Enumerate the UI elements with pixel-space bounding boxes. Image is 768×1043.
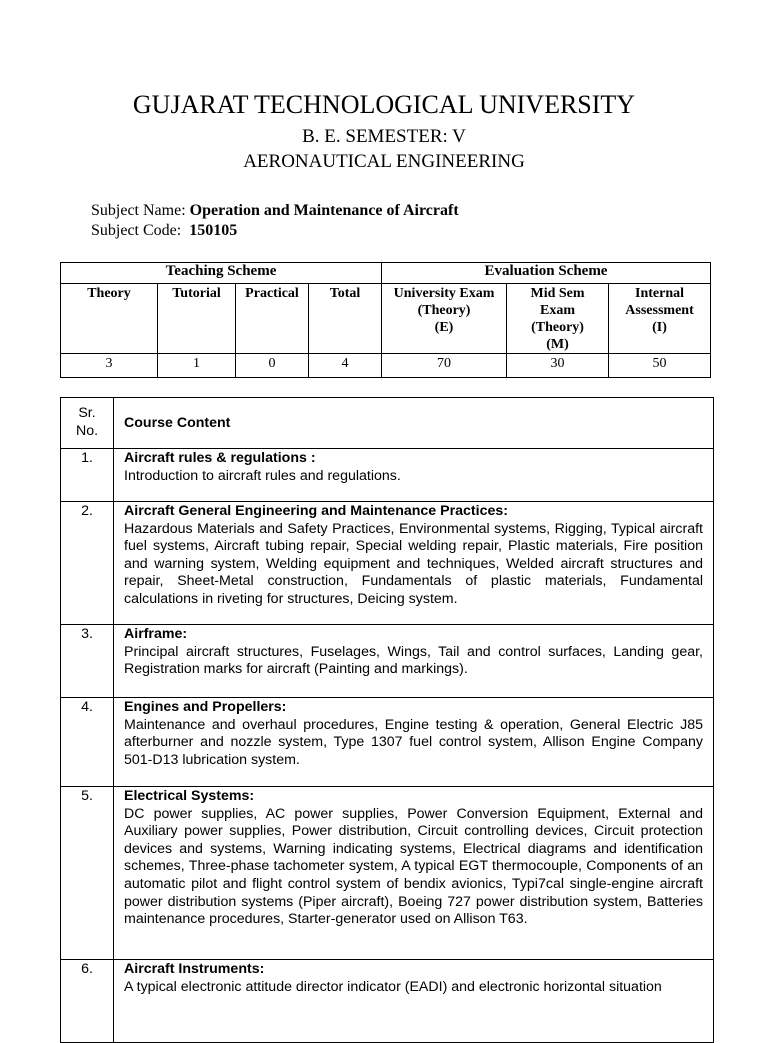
row-number: 2.: [61, 502, 114, 625]
sr-no-header-line2: No.: [75, 423, 99, 439]
subject-code-value: 150105: [189, 222, 238, 239]
col-internal-line2: Assessment: [625, 303, 694, 318]
scheme-column-row: [61, 284, 711, 354]
subject-name-value: Operation and Maintenance of Aircraft: [189, 202, 459, 219]
row-text: Introduction to aircraft rules and regulations.: [124, 467, 401, 484]
col-university-exam-line3: (E): [434, 320, 454, 335]
course-content-table: [60, 397, 714, 1043]
col-university-exam-line1: University Exam: [393, 286, 495, 301]
col-mid-sem-line2: Exam: [540, 303, 576, 318]
row-title: Engines and Propellers:: [124, 699, 287, 715]
table-row: [61, 502, 714, 625]
row-content: [114, 502, 714, 625]
val-tutorial: 1: [158, 354, 236, 378]
row-title: Aircraft rules & regulations :: [124, 450, 316, 466]
val-internal: 50: [609, 354, 711, 378]
val-total: 4: [309, 354, 382, 378]
row-number: 1.: [61, 449, 114, 502]
val-mid-sem: 30: [507, 354, 609, 378]
row-text: Hazardous Materials and Safety Practices, Environmental systems, Rigging, Typical aircraft fuel systems, Aircraft tubing repair, Special welding repair, Plastic materials, Fire position and warning system, Welding equipment and techniques, Welded aircraft structures and repair, Sheet-Metal construction, Fundamentals of plastic materials, Fundamental calculations in riveting for structures, Deicing system.: [124, 520, 703, 607]
row-text: Maintenance and overhaul procedures, Engine testing & operation, General Electric J85 afterburner and nozzle system, Type 1307 fuel control system, Allison Engine Company 501-D13 lubrication system.: [124, 716, 703, 768]
table-row: [61, 449, 714, 502]
row-number: 3.: [61, 625, 114, 698]
row-content: [114, 960, 714, 1043]
val-practical: 0: [236, 354, 309, 378]
row-content: [114, 698, 714, 787]
sr-no-header-line1: Sr.: [78, 405, 96, 422]
row-title: Aircraft General Engineering and Maintenance Practices:: [124, 503, 508, 519]
row-title: Airframe:: [124, 626, 188, 642]
col-mid-sem-line3: (Theory): [531, 320, 584, 335]
col-university-exam-line2: (Theory): [417, 303, 471, 318]
table-row: [61, 698, 714, 787]
table-row: [61, 960, 714, 1043]
col-mid-sem-line4: (M): [546, 337, 569, 352]
col-university-exam: [382, 284, 507, 354]
col-internal-line3: (I): [652, 320, 667, 335]
table-row: [61, 625, 714, 698]
teaching-scheme-heading: Teaching Scheme: [61, 263, 382, 284]
row-number: 4.: [61, 698, 114, 787]
subject-name-line: [91, 202, 459, 220]
row-text: DC power supplies, AC power supplies, Power Conversion Equipment, External and Auxiliary power supplies, Power distribution, Circuit controlling devices, Circuit protection devices and systems, Warning indicating systems, Electrical diagrams and identification schemes, Three-phase tachometer system, A typical EGT thermocouple, Components of an automatic pilot and flight control system of bendix avionics, Typi7cal single-engine aircraft power distribution systems (Piper aircraft), Boeing 727 power distribution system, Batteries maintenance procedures, Starter-generator used on Allison T63.: [124, 805, 703, 928]
row-content: [114, 449, 714, 502]
scheme-table: [60, 262, 711, 378]
val-theory: 3: [61, 354, 158, 378]
col-mid-sem-exam: [507, 284, 609, 354]
row-number: 6.: [61, 960, 114, 1043]
col-internal-assessment: [609, 284, 711, 354]
subject-name-label: Subject Name:: [91, 202, 186, 219]
subject-code-label: Subject Code:: [91, 222, 182, 239]
col-total: Total: [309, 284, 382, 354]
scheme-group-row: [61, 263, 711, 284]
row-title: Aircraft Instruments:: [124, 961, 265, 977]
col-internal-line1: Internal: [635, 286, 685, 301]
row-text: Principal aircraft structures, Fuselages, Wings, Tail and control surfaces, Landing gear, Registration marks for aircraft (Painting and markings).: [124, 643, 703, 678]
table-row: [61, 787, 714, 960]
university-title: GUJARAT TECHNOLOGICAL UNIVERSITY: [132, 90, 636, 119]
row-title: Electrical Systems:: [124, 788, 255, 804]
row-content: [114, 787, 714, 960]
subject-code-line: [91, 222, 237, 240]
course-header-row: [61, 398, 714, 449]
evaluation-scheme-heading: Evaluation Scheme: [382, 263, 711, 284]
row-number: 5.: [61, 787, 114, 960]
row-content: [114, 625, 714, 698]
scheme-values-row: [61, 354, 711, 378]
col-practical: Practical: [236, 284, 309, 354]
branch-title: AERONAUTICAL ENGINEERING: [243, 151, 525, 172]
val-university-exam: 70: [382, 354, 507, 378]
col-mid-sem-line1: Mid Sem: [530, 286, 585, 301]
col-tutorial: Tutorial: [158, 284, 236, 354]
sr-no-header: [61, 398, 114, 449]
col-theory: Theory: [61, 284, 158, 354]
row-text: A typical electronic attitude director indicator (EADI) and electronic horizontal situation: [124, 978, 662, 995]
semester-title: B. E. SEMESTER: V: [302, 126, 466, 147]
course-content-header: Course Content: [114, 398, 714, 449]
